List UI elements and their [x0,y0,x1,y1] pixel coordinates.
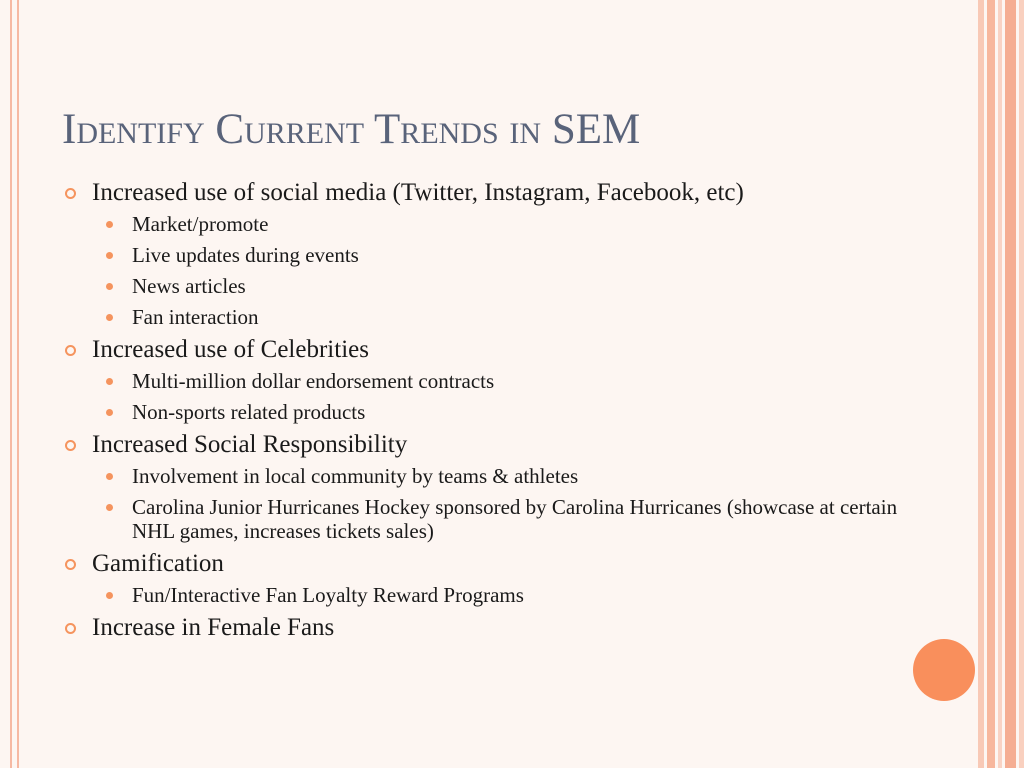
right-decor-stripe [1005,0,1016,768]
bullet-text: Increased use of social media (Twitter, Instagram, Facebook, etc) [92,179,744,206]
right-decor-stripe [998,0,1002,768]
sub-bullet-list [92,464,922,543]
sub-bullet-item [102,274,922,298]
bullet-item [62,432,922,543]
sub-bullet-text: Fan interaction [132,305,259,329]
ring-bullet-icon [65,440,76,451]
dot-bullet-icon [106,592,113,599]
ring-bullet-icon [65,188,76,199]
dot-bullet-icon [106,221,113,228]
sub-bullet-item [102,400,922,424]
sub-bullet-list [92,369,922,424]
bullet-text: Increase in Female Fans [92,614,335,641]
sub-bullet-item [102,305,922,329]
right-decor-stripe [1019,0,1024,768]
dot-bullet-icon [106,504,113,511]
sub-bullet-item [102,583,922,607]
decorative-circle [913,639,975,701]
slide-title: Identify Current Trends in SEM [62,106,641,153]
sub-bullet-item [102,369,922,393]
dot-bullet-icon [106,409,113,416]
bullet-text: Increased use of Celebrities [92,336,369,363]
sub-bullet-text: Carolina Junior Hurricanes Hockey sponsored by Carolina Hurricanes (showcase at certain NHL games, increases tickets sales) [132,495,898,543]
sub-bullet-list [92,583,922,607]
dot-bullet-icon [106,252,113,259]
dot-bullet-icon [106,378,113,385]
right-decor-stripe [978,0,984,768]
sub-bullet-text: Non-sports related products [132,400,366,424]
ring-bullet-icon [65,623,76,634]
sub-bullet-text: Fun/Interactive Fan Loyalty Reward Programs [132,583,524,607]
left-frame-line [17,0,19,768]
sub-bullet-list [92,212,922,329]
sub-bullet-item [102,464,922,488]
ring-bullet-icon [65,559,76,570]
sub-bullet-item [102,212,922,236]
bullet-list [62,180,922,641]
bullet-item [62,615,922,641]
dot-bullet-icon [106,283,113,290]
bullet-text: Increased Social Responsibility [92,431,408,458]
bullet-item [62,180,922,329]
right-decor-stripe [987,0,995,768]
dot-bullet-icon [106,314,113,321]
sub-bullet-text: Involvement in local community by teams & athletes [132,464,579,488]
sub-bullet-text: Live updates during events [132,243,359,267]
sub-bullet-item [102,243,922,267]
bullet-item [62,337,922,424]
ring-bullet-icon [65,345,76,356]
bullet-item [62,551,922,607]
sub-bullet-item [102,495,922,543]
dot-bullet-icon [106,473,113,480]
sub-bullet-text: Multi-million dollar endorsement contracts [132,369,495,393]
bullet-text: Gamification [92,550,224,577]
sub-bullet-text: News articles [132,274,246,298]
left-frame-line [10,0,12,768]
sub-bullet-text: Market/promote [132,212,269,236]
